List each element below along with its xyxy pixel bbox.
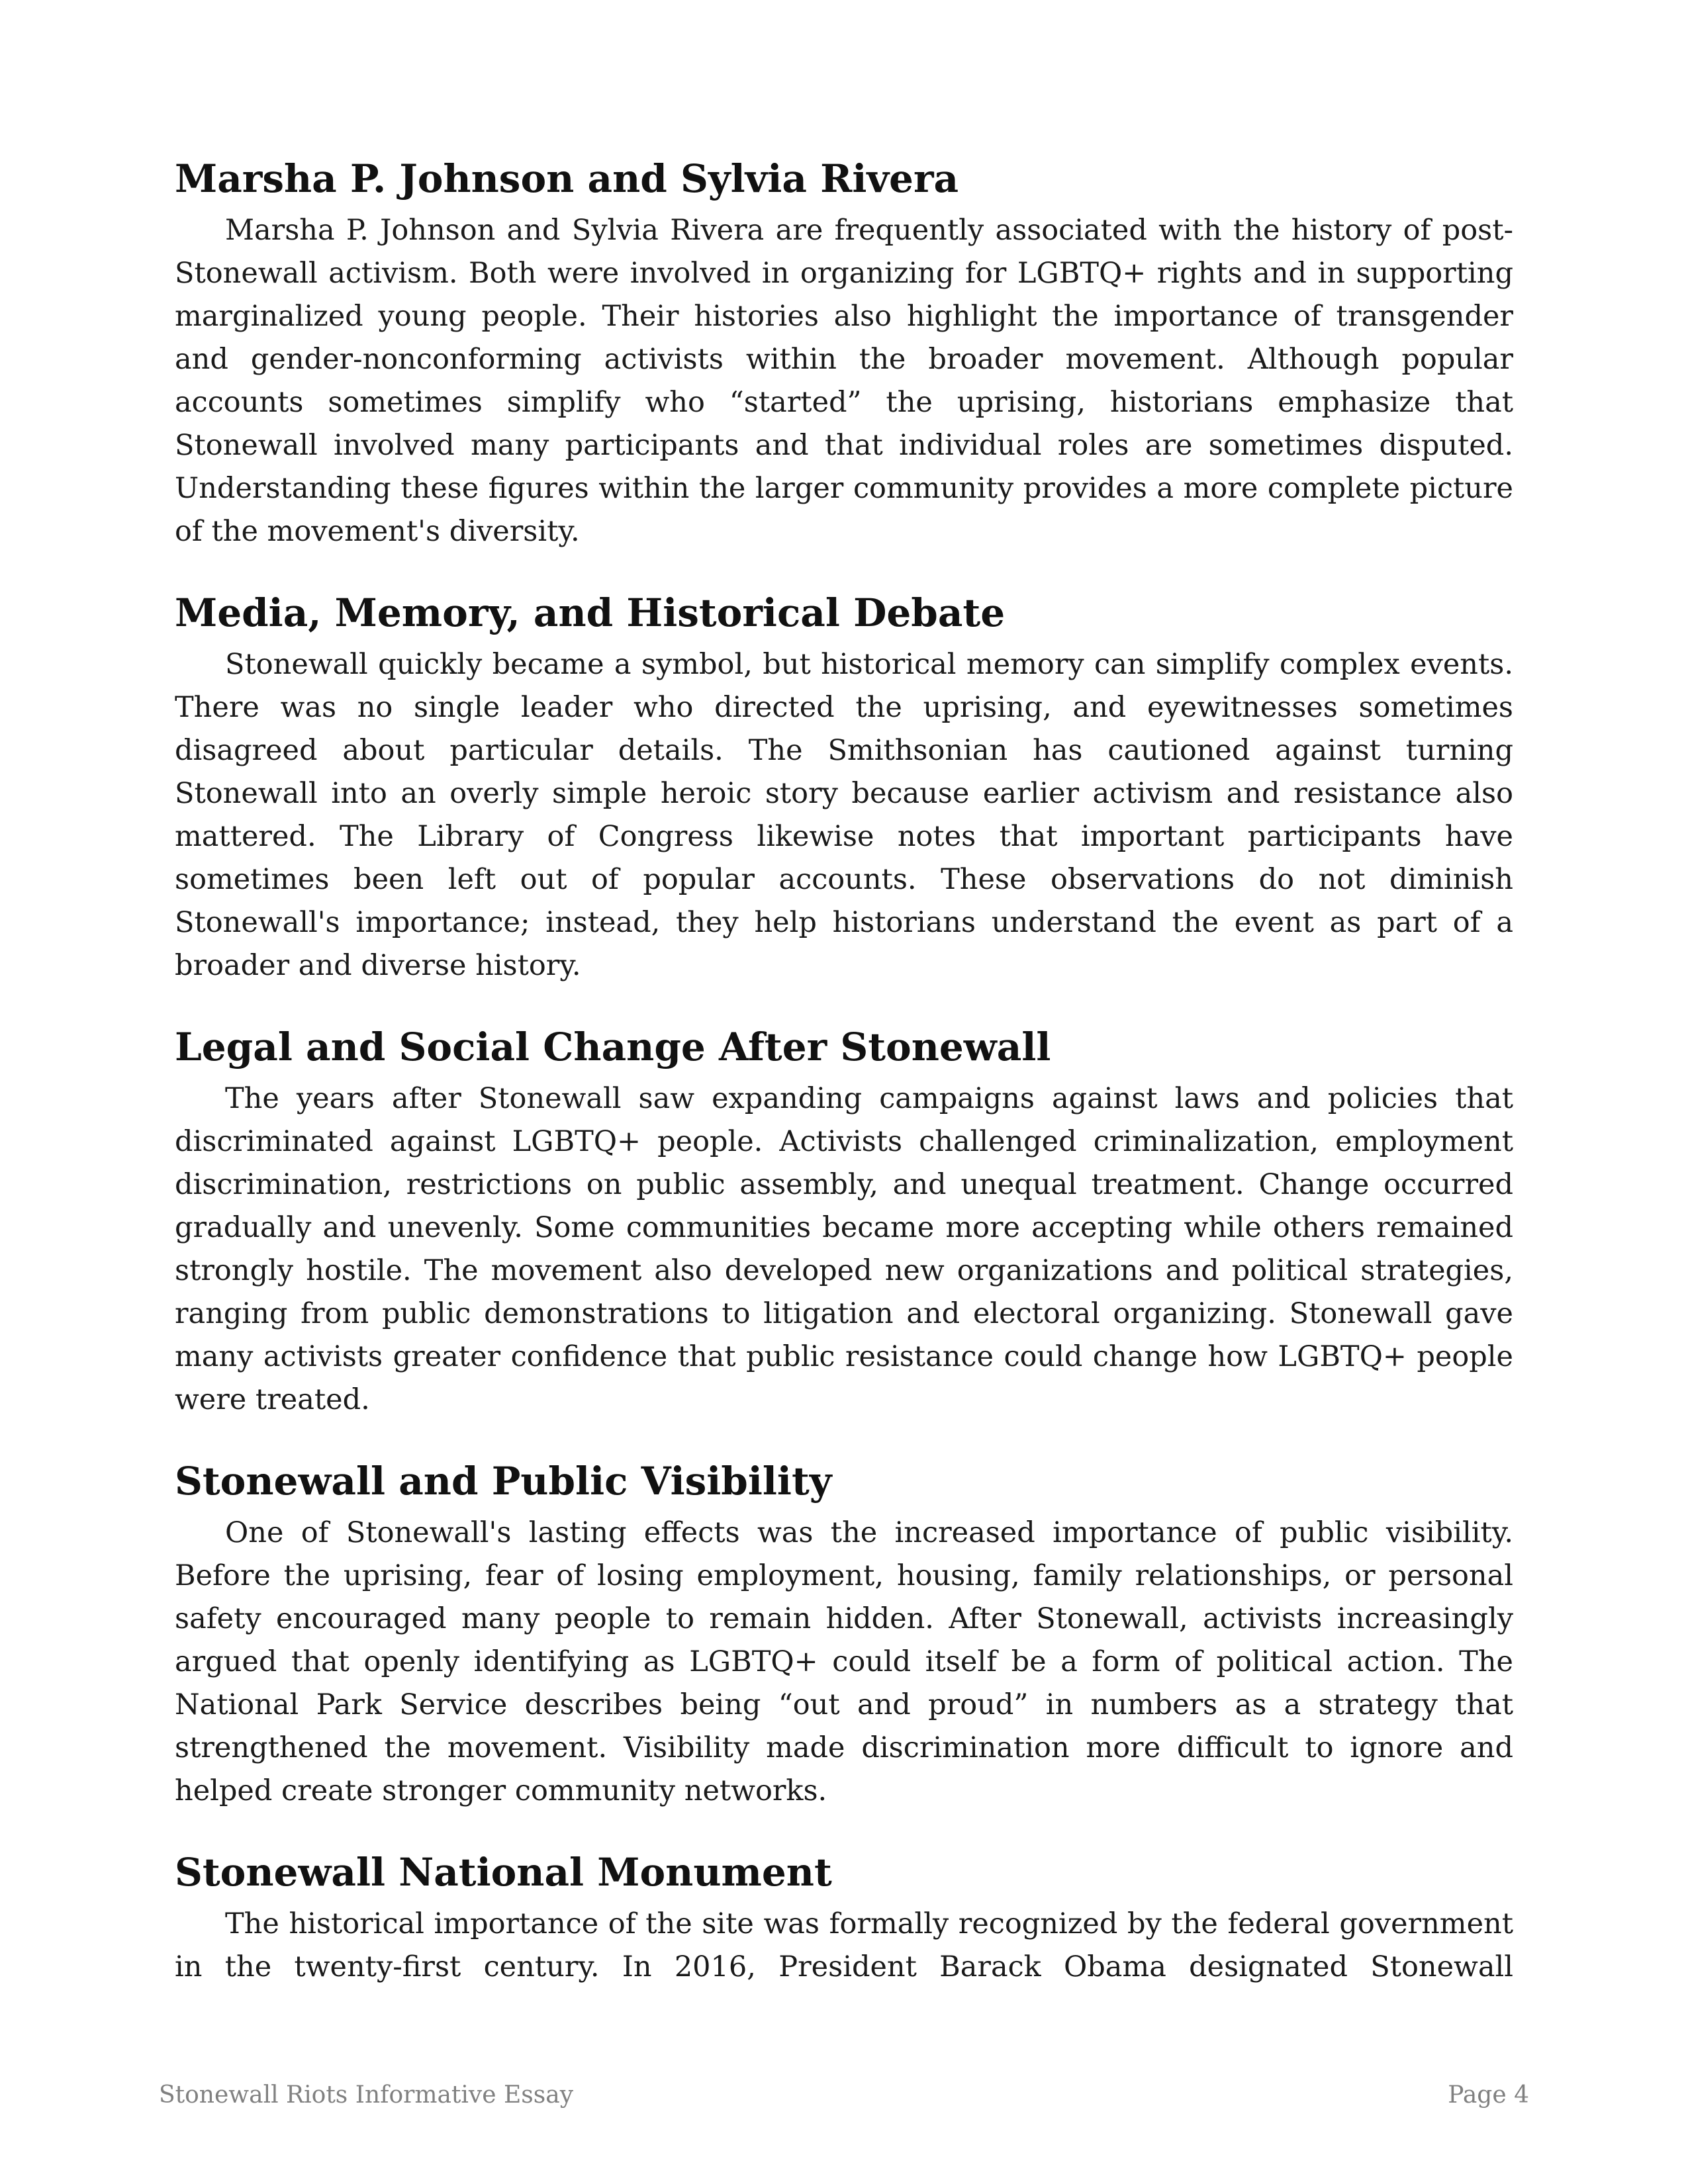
section-paragraph: The historical importance of the site was formally recognized by the federal government in the twenty-first century. In 2016, President Barack Obama designated Stonewall	[175, 1907, 1513, 1983]
section-heading: Stonewall and Public Visibility	[175, 1459, 832, 1504]
section-heading: Marsha P. Johnson and Sylvia Rivera	[175, 156, 959, 201]
section-media-memory-debate	[175, 586, 1513, 987]
section-national-monument	[175, 1846, 1513, 1989]
section-paragraph: One of Stonewall's lasting effects was the increased importance of public visibility. Before the uprising, fear of losing employment, housing, family relationships, or personal safety encouraged many people to remain hidden. After Stonewall, activists increasingly argued that openly identifying as LGBTQ+ could itself be a form of political action. The National Park Service describes being “out and proud” in numbers as a strategy that strengthened the movement. Visibility made discrimination more difficult to ignore and helped create stronger community networks.	[175, 1516, 1513, 1807]
footer-document-title: Stonewall Riots Informative Essay	[159, 2081, 574, 2109]
section-marsha-johnson-sylvia-rivera	[175, 152, 1513, 553]
section-heading: Legal and Social Change After Stonewall	[175, 1024, 1051, 1069]
section-heading: Media, Memory, and Historical Debate	[175, 590, 1006, 635]
section-paragraph: The years after Stonewall saw expanding campaigns against laws and policies that discriminated against LGBTQ+ people. Activists challenged criminalization, employment discrimination, restrictions on public assembly, and unequal treatment. Change occurred gradually and unevenly. Some communities became more accepting while others remained strongly hostile. The movement also developed new organizations and political strategies, ranging from public demonstrations to litigation and electoral organizing. Stonewall gave many activists greater confidence that public resistance could change how LGBTQ+ people were treated.	[175, 1082, 1513, 1416]
section-paragraph: Marsha P. Johnson and Sylvia Rivera are frequently associated with the history of post-Stonewall activism. Both were involved in organizing for LGBTQ+ rights and in supporting marginalized young people. Their histories also highlight the importance of transgender and gender-nonconforming activists within the broader movement. Although popular accounts sometimes simplify who “started” the uprising, historians emphasize that Stonewall involved many participants and that individual roles are sometimes disputed. Understanding these figures within the larger community provides a more complete picture of the movement's diversity.	[175, 214, 1513, 548]
footer-page-number: Page 4	[1448, 2081, 1529, 2109]
section-heading: Stonewall National Monument	[175, 1850, 832, 1895]
section-legal-social-change	[175, 1021, 1513, 1422]
section-paragraph: Stonewall quickly became a symbol, but historical memory can simplify complex events. There was no single leader who directed the uprising, and eyewitnesses sometimes disagreed about particular details. The Smithsonian has cautioned against turning Stonewall into an overly simple heroic story because earlier activism and resistance also mattered. The Library of Congress likewise notes that important participants have sometimes been left out of popular accounts. These observations do not diminish Stonewall's importance; instead, they help historians understand the event as part of a broader and diverse history.	[175, 648, 1513, 982]
section-public-visibility	[175, 1455, 1513, 1813]
document-page	[175, 152, 1513, 2022]
